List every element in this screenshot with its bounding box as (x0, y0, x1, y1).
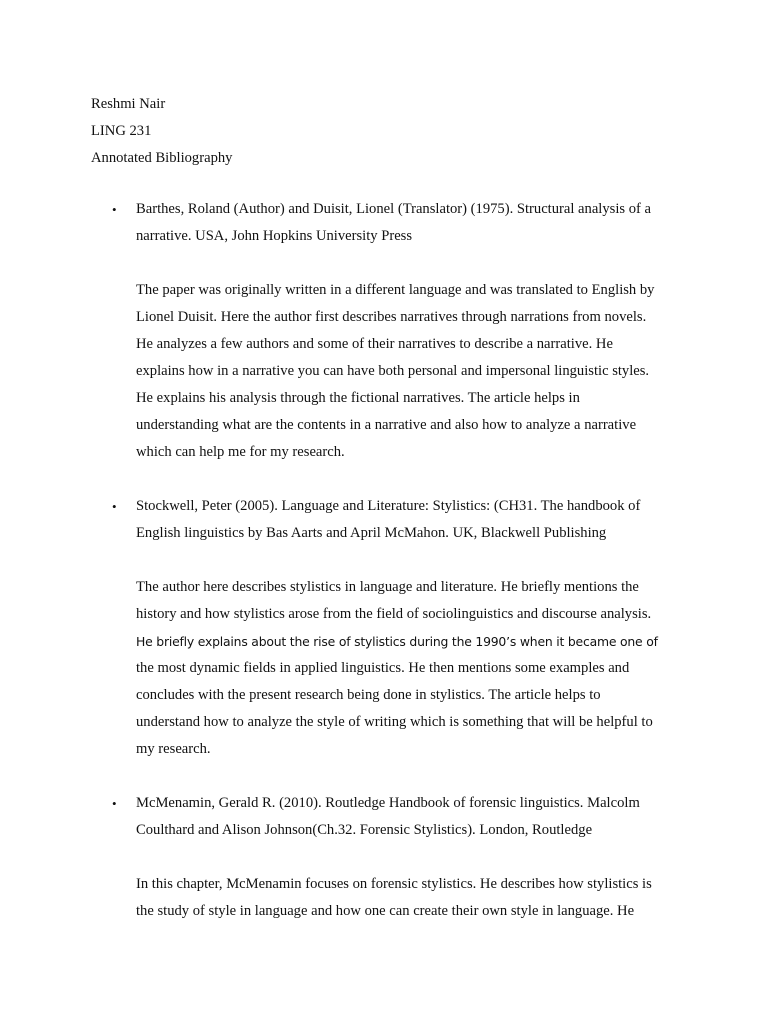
annotation-line: understanding what are the contents in a narrative and also how to analyze a narrative (136, 417, 637, 433)
annotation-line: Lionel Duisit. Here the author first describes narratives through narrations from novels. (136, 309, 647, 325)
annotation (136, 574, 676, 763)
annotation-line: which can help me for my research. (136, 444, 345, 460)
document-header (91, 91, 232, 172)
author-name: Reshmi Nair (91, 96, 166, 112)
citation-line: Coulthard and Alison Johnson(Ch.32. Forensic Stylistics). London, Routledge (136, 822, 593, 838)
annotation-line: my research. (136, 741, 211, 757)
bibliography-entry (0, 790, 768, 925)
annotation-line: He briefly explains about the rise of stylistics during the 1990’s when it became one of (136, 634, 658, 649)
annotation-line: the most dynamic fields in applied linguistics. He then mentions some examples and (136, 660, 630, 676)
annotation (136, 871, 676, 925)
annotation-line: explains how in a narrative you can have both personal and impersonal linguistic styles. (136, 363, 650, 379)
bullet-icon: • (112, 796, 117, 811)
citation-line: Stockwell, Peter (2005). Language and Literature: Stylistics: (CH31. The handbook of (136, 498, 641, 514)
bibliography-entry (0, 196, 768, 466)
annotation-line: understand how to analyze the style of writing which is something that will be helpful to (136, 714, 653, 730)
annotation-line: the study of style in language and how one can create their own style in language. He (136, 903, 635, 919)
annotation-line: The paper was originally written in a different language and was translated to English by (136, 282, 655, 298)
annotation-line: He analyzes a few authors and some of their narratives to describe a narrative. He (136, 336, 613, 352)
annotation (136, 277, 676, 466)
citation-line: narrative. USA, John Hopkins University Press (136, 228, 413, 244)
bullet-icon: • (112, 202, 117, 217)
annotation-line: He explains his analysis through the fictional narratives. The article helps in (136, 390, 580, 406)
citation (136, 196, 676, 250)
bibliography-entry (0, 493, 768, 763)
citation (136, 790, 676, 844)
course-code: LING 231 (91, 123, 152, 139)
citation-line: English linguistics by Bas Aarts and April McMahon. UK, Blackwell Publishing (136, 525, 607, 541)
annotation-line: concludes with the present research being done in stylistics. The article helps to (136, 687, 601, 703)
citation (136, 493, 676, 547)
citation-line: Barthes, Roland (Author) and Duisit, Lionel (Translator) (1975). Structural analysis of a (136, 201, 652, 217)
document-title: Annotated Bibliography (91, 150, 233, 166)
citation-line: McMenamin, Gerald R. (2010). Routledge Handbook of forensic linguistics. Malcolm (136, 795, 640, 811)
annotation-line: The author here describes stylistics in language and literature. He briefly mentions the (136, 579, 639, 595)
annotation-line: history and how stylistics arose from the field of sociolinguistics and discourse analysis. (136, 606, 652, 622)
bibliography-list (0, 196, 768, 925)
annotation-line: In this chapter, McMenamin focuses on forensic stylistics. He describes how stylistics is (136, 876, 652, 892)
bullet-icon: • (112, 499, 117, 514)
